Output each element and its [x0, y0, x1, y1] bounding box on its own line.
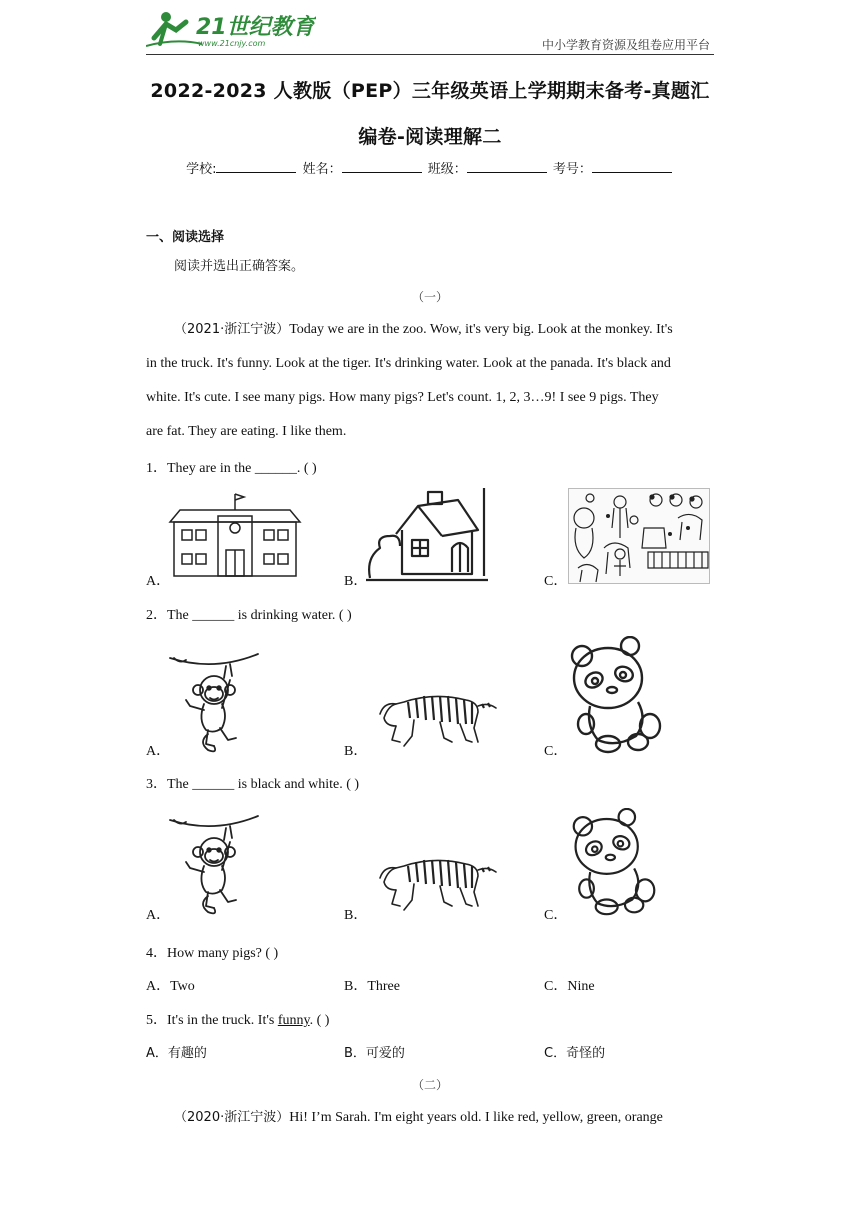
passage-1-line-2: in the truck. It's funny. Look at the tiger. It's drinking water. Look at the panada. It's black and	[146, 356, 671, 371]
question-5-option-b[interactable]: B．可爱的	[344, 1046, 405, 1061]
school-label: 学校:	[186, 162, 217, 177]
question-3-option-a[interactable]: A．	[146, 908, 171, 923]
question-4-option-b[interactable]: B．Three	[344, 979, 400, 994]
number-label: 考号：	[552, 162, 592, 177]
question-5-option-c[interactable]: C．奇怪的	[544, 1046, 606, 1061]
name-blank[interactable]	[342, 160, 422, 173]
question-3-option-b[interactable]: B．	[344, 908, 368, 923]
passage-1-source: （2021·浙江宁波）	[174, 322, 290, 337]
panda-image	[568, 636, 664, 754]
question-1-option-b[interactable]: B．	[344, 574, 368, 589]
header-platform-text: 中小学教育资源及组卷应用平台	[541, 38, 710, 52]
name-label: 姓名：	[302, 162, 342, 177]
passage-1-line-1: （2021·浙江宁波）Today we are in the zoo. Wow, it's very big. Look at the monkey. It's	[174, 322, 673, 337]
school-building-image	[168, 492, 302, 578]
question-2-stem: 2．The ______ is drinking water. ( )	[146, 608, 352, 623]
site-logo	[146, 8, 316, 50]
question-4-stem: 4．How many pigs? ( )	[146, 946, 279, 961]
house-image	[366, 488, 488, 582]
question-2-option-a[interactable]: A．	[146, 744, 171, 759]
tiger-image	[374, 848, 498, 914]
panda-image	[570, 808, 658, 916]
runner-logo-icon	[146, 12, 202, 46]
class-blank[interactable]	[467, 160, 547, 173]
section-heading: 一、阅读选择	[146, 230, 225, 245]
document-title-line-2: 编卷-阅读理解二	[358, 126, 502, 148]
question-4-option-c[interactable]: C．Nine	[544, 979, 595, 994]
passage-1-text	[146, 313, 716, 449]
question-5-option-a[interactable]: A．有趣的	[146, 1046, 207, 1061]
student-info-line	[0, 158, 860, 177]
passage-2-source: （2020·浙江宁波）	[174, 1110, 290, 1125]
document-title-line-1: 2022-2023 人教版（PEP）三年级英语上学期期末备考-真题汇	[150, 80, 710, 102]
zoo-scene-image	[568, 488, 710, 584]
passage-2-line-1: （2020·浙江宁波）Hi! I’m Sarah. I'm eight years old. I like red, yellow, green, orange	[174, 1110, 663, 1125]
question-1-stem: 1．They are in the ______. ( )	[146, 461, 317, 476]
monkey-image	[168, 812, 260, 916]
number-blank[interactable]	[592, 160, 672, 173]
passage-1-line-3: white. It's cute. I see many pigs. How many pigs? Let's count. 1, 2, 3…9! I see 9 pigs. They	[146, 390, 659, 405]
passage-2-label: （二）	[411, 1078, 448, 1092]
logo-url-text: www.21cnjy.com	[198, 39, 266, 48]
passage-2-text	[146, 1101, 716, 1135]
underlined-word: funny	[277, 1013, 310, 1028]
class-label: 班级：	[427, 162, 467, 177]
passage-1-line-4: are fat. They are eating. I like them.	[146, 424, 347, 439]
header-divider	[146, 54, 714, 55]
question-2-option-b[interactable]: B．	[344, 744, 368, 759]
question-1-option-a[interactable]: A．	[146, 574, 171, 589]
tiger-image	[374, 684, 498, 750]
passage-1-label: （一）	[411, 290, 448, 304]
question-2-option-c[interactable]: C．	[544, 744, 568, 759]
question-1-option-c[interactable]: C．	[544, 574, 568, 589]
question-4-option-a[interactable]: A．Two	[146, 979, 195, 994]
section-instruction: 阅读并选出正确答案。	[174, 259, 305, 274]
question-5-stem: 5．It's in the truck. It's funny. ( )	[146, 1013, 330, 1028]
monkey-image	[168, 650, 260, 754]
question-3-stem: 3．The ______ is black and white. ( )	[146, 777, 360, 792]
question-3-option-c[interactable]: C．	[544, 908, 568, 923]
school-blank[interactable]	[216, 160, 296, 173]
logo-text: 21世纪教育	[196, 15, 315, 40]
